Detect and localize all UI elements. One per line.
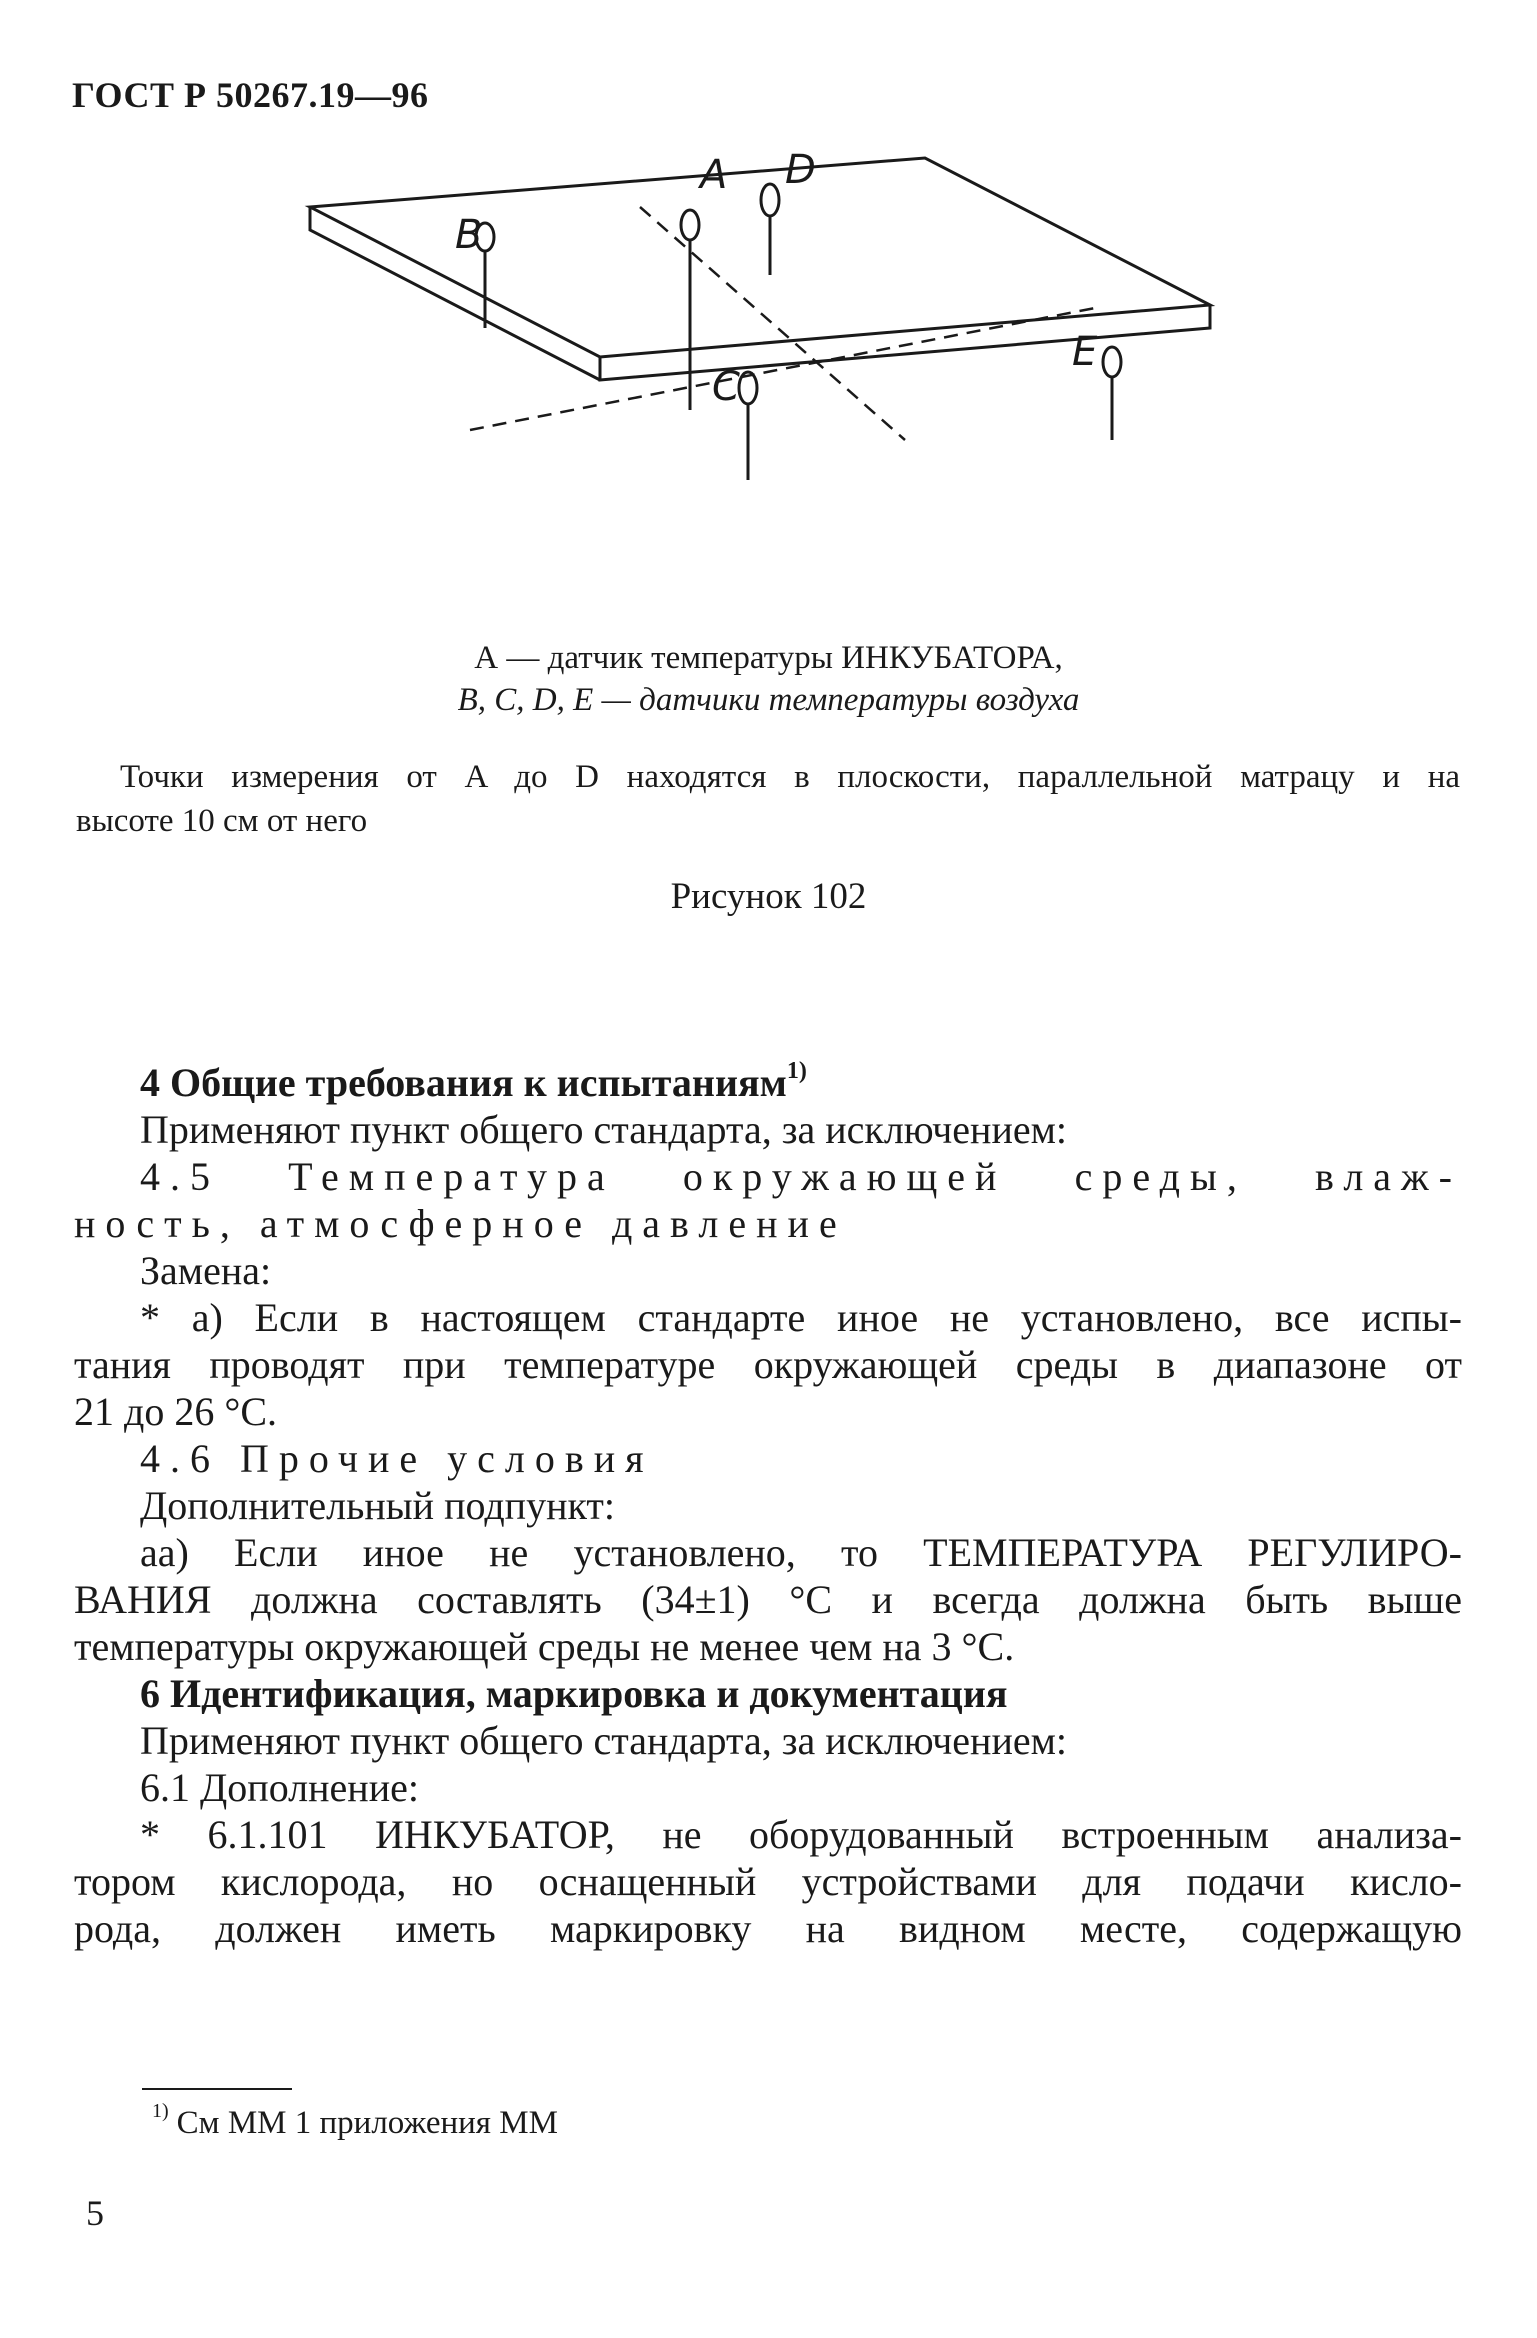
footnote-mark: 1) [152,2100,169,2122]
item-aa-line1: аа) Если иное не установлено, то ТЕМПЕРАТУРА РЕГУЛИРО- [140,1530,1462,1575]
item-aa-line3: температуры окружающей среды не менее чем на 3 °С. [74,1624,1015,1669]
label-d: D [785,150,816,193]
section-6-intro: Применяют пункт общего стандарта, за исключением: [140,1718,1068,1763]
figure-note-line1: Точки измерения от A до D находятся в плоскости, параллельной матрацу и на [120,759,1460,795]
figure-legend-line2: B, C, D, E — датчики температуры воздуха [457,682,1080,718]
item-6-1-101-line3: рода, должен иметь маркировку на видном месте, содержащую [74,1906,1462,1951]
section-4-heading [140,1048,1462,1106]
item-a-line1: * а) Если в настоящем стандарте иное не установлено, все испы- [140,1295,1462,1340]
item-6-1-101-line2: тором кислорода, но оснащенный устройствами для подачи кисло- [74,1859,1462,1904]
incubator-sensor-diagram [300,150,1240,590]
section-4-intro: Применяют пункт общего стандарта, за исключением: [140,1107,1068,1152]
sensor-a [681,210,699,240]
item-a-line3: 21 до 26 °С. [74,1389,278,1434]
body-text [74,1048,1462,1952]
dashed-diagonal [640,207,905,440]
mattress-top-surface [310,158,1210,357]
figure-legend-line1: А — датчик температуры ИНКУБАТОРА, [474,640,1063,676]
item-4-5-line1: 4.5 Температура окружающей среды, влаж- [140,1154,1462,1199]
item-6-1-101-line1: * 6.1.101 ИНКУБАТОР, не оборудованный встроенным анализа- [140,1812,1462,1857]
item-6-1: 6.1 Дополнение: [140,1765,419,1810]
label-a: A [700,152,728,198]
figure-caption: Рисунок 102 [670,876,867,917]
figure-note-line2: высоте 10 см от него [76,803,368,839]
sensor-e [1103,347,1121,377]
sensor-d [761,184,779,216]
section-4-heading-text: 4 Общие требования к испытаниям [140,1060,787,1105]
label-e: E [1072,329,1098,375]
page-number: 5 [86,2193,104,2233]
footnote-text: См ММ 1 приложения ММ [176,2105,558,2141]
document-header: ГОСТ Р 50267.19—96 [72,75,429,115]
item-4-5-line2: ность, атмосферное давление [74,1201,847,1246]
footnote-divider [142,2088,292,2090]
footnote [152,2100,558,2142]
replace-label: Замена: [140,1248,272,1293]
section-6-heading: 6 Идентификация, маркировка и документация [140,1671,1008,1716]
subitem-label: Дополнительный подпункт: [140,1483,615,1528]
item-a-line2: тания проводят при температуре окружающей среды в диапазоне от [74,1342,1462,1387]
footnote-ref: 1) [786,1058,807,1084]
label-c: C [712,364,740,410]
figure-note [76,755,1460,843]
item-aa-line2: ВАНИЯ должна составлять (34±1) °С и всегда должна быть выше [74,1577,1462,1622]
dashed-cross-line [470,308,1095,430]
label-b: B [455,212,483,258]
item-4-6: 4.6 Прочие условия [140,1436,654,1481]
